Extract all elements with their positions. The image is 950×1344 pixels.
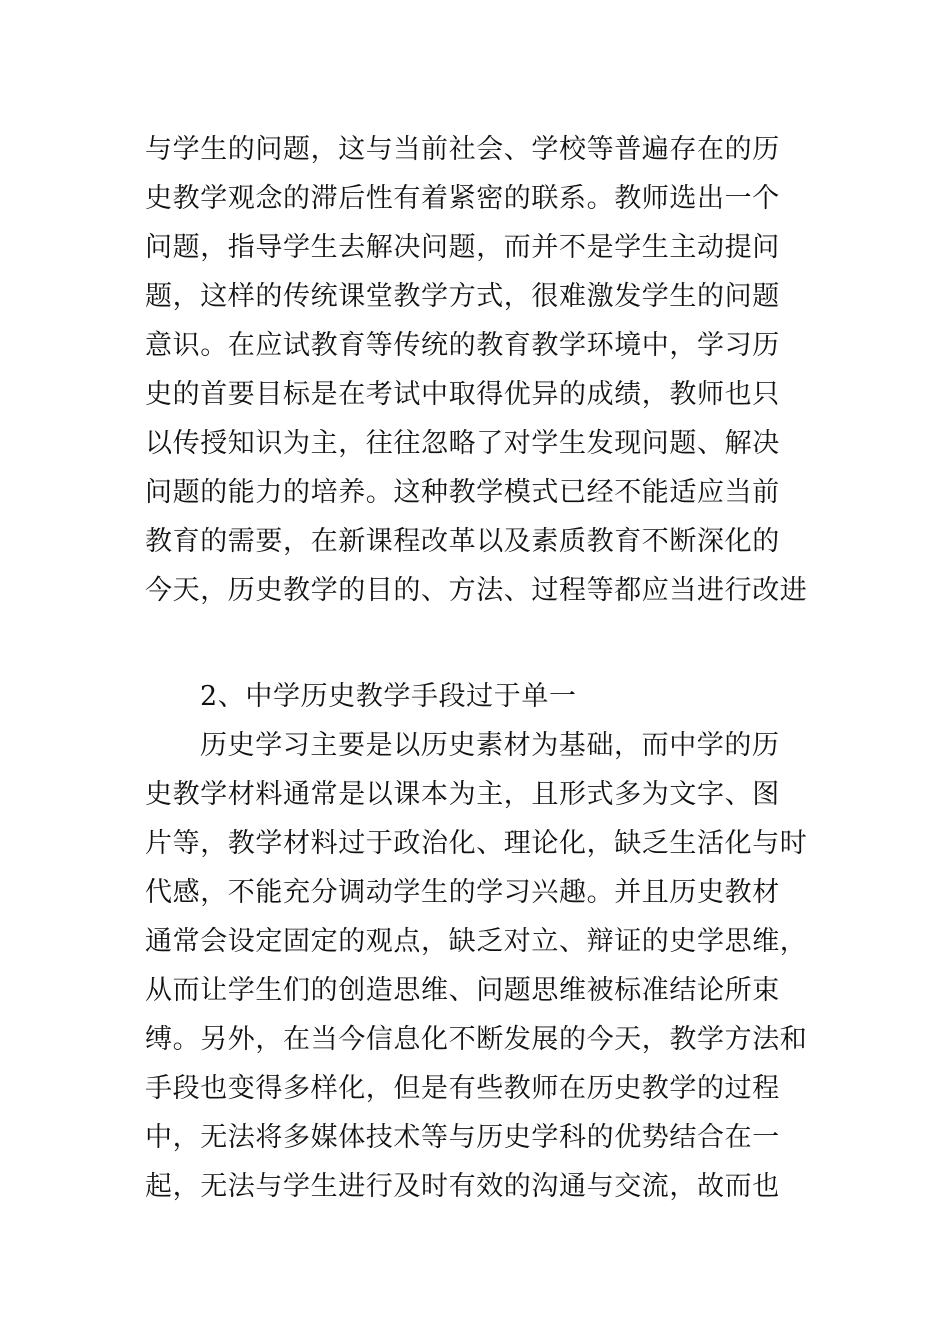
- paragraph-line: 史的首要目标是在考试中取得优异的成绩，教师也只: [145, 379, 780, 410]
- paragraph-line: 问题，指导学生去解决问题，而并不是学生主动提问: [145, 232, 780, 263]
- paragraph-line: 起，无法与学生进行及时有效的沟通与交流，故而也: [145, 1171, 780, 1202]
- paragraph-line: 史教学材料通常是以课本为主，且形式多为文字、图: [145, 779, 780, 810]
- paragraph-line: 片等，教学材料过于政治化、理论化，缺乏生活化与时: [145, 828, 808, 859]
- paragraph-line: 历史学习主要是以历史素材为基础，而中学的历: [200, 730, 780, 761]
- paragraph-line: 缚。另外，在当今信息化不断发展的今天，教学方法和: [145, 1024, 808, 1055]
- paragraph-line: 题，这样的传统课堂教学方式，很难激发学生的问题: [145, 281, 780, 312]
- paragraph-line: 中，无法将多媒体技术等与历史学科的优势结合在一: [145, 1122, 780, 1153]
- paragraph-line: 史教学观念的滞后性有着紧密的联系。教师选出一个: [145, 183, 780, 214]
- paragraph-line: 教育的需要，在新课程改革以及素质教育不断深化的: [145, 526, 780, 557]
- paragraph-line: 意识。在应试教育等传统的教育教学环境中，学习历: [145, 330, 780, 361]
- paragraph-line: 手段也变得多样化，但是有些教师在历史教学的过程: [145, 1073, 780, 1104]
- paragraph-line: 与学生的问题，这与当前社会、学校等普遍存在的历: [145, 134, 780, 165]
- paragraph-line: 通常会设定固定的观点，缺乏对立、辩证的史学思维，: [145, 926, 808, 957]
- paragraph-line: 今天，历史教学的目的、方法、过程等都应当进行改进: [145, 575, 808, 606]
- section-heading: 2、中学历史教学手段过于单一: [200, 681, 577, 712]
- paragraph-line: 问题的能力的培养。这种教学模式已经不能适应当前: [145, 477, 780, 508]
- paragraph-line: 以传授知识为主，往往忽略了对学生发现问题、解决: [145, 428, 780, 459]
- paragraph-line: 代感，不能充分调动学生的学习兴趣。并且历史教材: [145, 877, 780, 908]
- paragraph-line: 从而让学生们的创造思维、问题思维被标准结论所束: [145, 975, 780, 1006]
